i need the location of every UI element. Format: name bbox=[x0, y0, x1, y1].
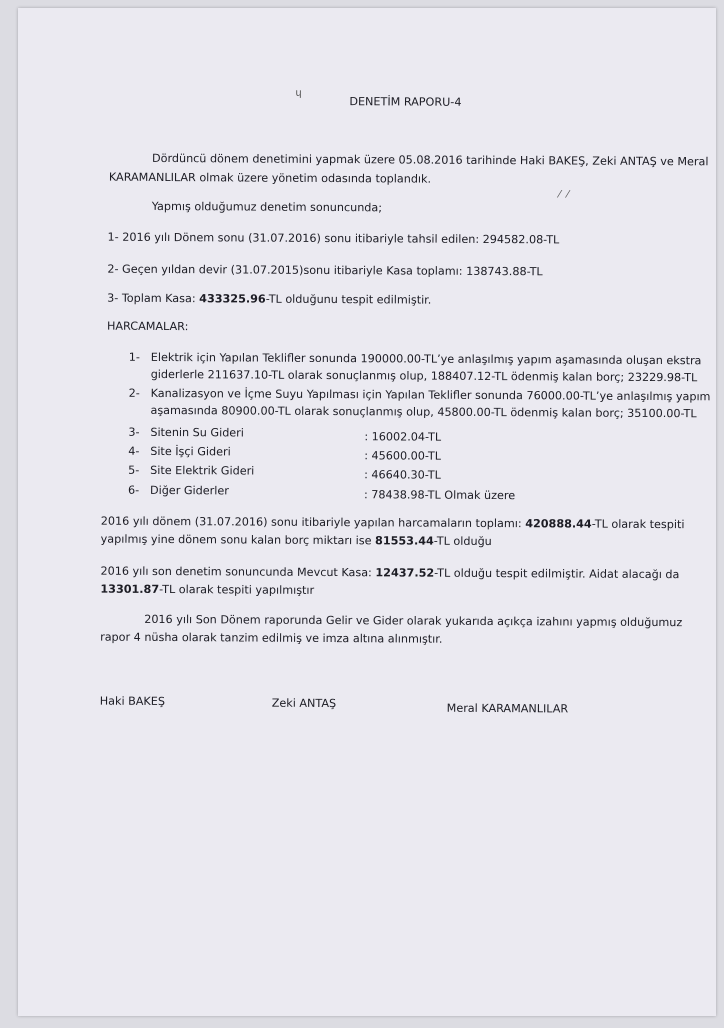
expense-row-number: 3- bbox=[128, 425, 140, 439]
expense-row-number: 4- bbox=[128, 444, 140, 458]
current-cash-amount: 12437.52 bbox=[375, 566, 435, 580]
finding-3-suffix: -TL olduğunu tespit edilmiştir. bbox=[265, 292, 432, 307]
expense-row-value: : 16002.04-TL bbox=[364, 430, 442, 444]
expense-row-value: : 45600.00-TL bbox=[364, 449, 442, 463]
expense-item-line: Kanalizasyon ve İçme Suyu Yapılması için Yapılan Teklifler sonunda 76000.00-TL’ye anlaşılmış yapım bbox=[150, 386, 711, 404]
expense-row-number: 6- bbox=[127, 483, 140, 497]
summary-line bbox=[101, 514, 685, 534]
finding-3-prefix: 3- Toplam Kasa: bbox=[107, 291, 200, 306]
expense-row-label: Diğer Giderler bbox=[149, 483, 229, 498]
summary-text: -TL olduğu tespit edilmiştir. Aidat alacağı da bbox=[434, 566, 680, 582]
finding-2: 2- Geçen yıldan devir (31.07.2015)sonu itibariyle Kasa toplamı: 138743.88-TL bbox=[107, 262, 543, 279]
remaining-debt-amount: 81553.44 bbox=[375, 534, 434, 548]
expense-item-line: Elektrik için Yapılan Teklifler sonunda 190000.00-TL’ye anlaşılmış yapım aşamasında oluşan ekstra bbox=[150, 350, 702, 368]
report-title: DENETİM RAPORU-4 bbox=[349, 95, 462, 109]
summary-text: -TL olarak tespiti bbox=[591, 517, 685, 532]
pen-mark: ⁄ ⁄ bbox=[558, 189, 569, 201]
finding-1: 1- 2016 yılı Dönem sonu (31.07.2016) sonu itibariyle tahsil edilen: 294582.08-TL bbox=[107, 230, 560, 247]
closing-line-1: 2016 yılı Son Dönem raporunda Gelir ve Gider olarak yukarıda açıkça izahını yapmış olduğumuz bbox=[144, 612, 683, 630]
summary-line bbox=[100, 582, 314, 599]
summary-text: 2016 yılı son denetim sonuncunda Mevcut Kasa: bbox=[100, 564, 376, 580]
pen-mark: ɥ bbox=[295, 87, 302, 99]
dues-receivable-amount: 13301.87 bbox=[100, 582, 160, 596]
summary-text: 2016 yılı dönem (31.07.2016) sonu itibariyle yapılan harcamaların toplamı: bbox=[100, 514, 526, 531]
closing-line-2: rapor 4 nüsha olarak tanzim edilmiş ve imza altına alınmıştır. bbox=[100, 630, 443, 646]
summary-line bbox=[101, 532, 492, 550]
expense-row-label: Sitenin Su Gideri bbox=[150, 425, 244, 440]
expense-row-label: Site İşçi Gideri bbox=[150, 444, 231, 459]
expenses-heading: HARCAMALAR: bbox=[106, 319, 189, 334]
summary-text: -TL olarak tespiti yapılmıştır bbox=[159, 582, 315, 597]
intro-line-1: Dördüncü dönem denetimini yapmak üzere 05.08.2016 tarihinde Haki BAKEŞ, Zeki ANTAŞ ve Meral bbox=[151, 151, 709, 169]
summary-line bbox=[100, 564, 679, 584]
expense-item-number: 1- bbox=[128, 350, 141, 364]
expense-item-line: giderlerle 211637.10-TL olarak sonuçlanmış olup, 188407.12-TL ödenmiş kalan borç; 23229.98-TL bbox=[150, 367, 698, 385]
expense-row-value: : 46640.30-TL bbox=[364, 468, 441, 482]
expense-row-number: 5- bbox=[128, 463, 140, 477]
intro-line-2: KARAMANLILAR olmak üzere yönetim odasında toplandık. bbox=[108, 170, 432, 186]
expense-row-label: Site Elektrik Gideri bbox=[150, 463, 255, 478]
summary-text: yapılmış yine dönem sonu kalan borç miktarı ise bbox=[100, 532, 376, 548]
total-expenses-amount: 420888.44 bbox=[525, 517, 592, 531]
signatory-zeki: Zeki ANTAŞ bbox=[271, 696, 337, 711]
audit-result-label: Yapmış olduğumuz denetim sonuncunda; bbox=[151, 199, 383, 215]
signatory-haki: Haki BAKEŞ bbox=[99, 694, 166, 709]
finding-3 bbox=[107, 291, 431, 309]
expense-item-number: 2- bbox=[128, 386, 140, 400]
signatory-meral: Meral KARAMANLILAR bbox=[446, 701, 569, 716]
total-cash-amount: 433325.96 bbox=[199, 292, 266, 306]
expense-row-value: : 78438.98-TL Olmak üzere bbox=[363, 488, 516, 503]
expense-item-line: aşamasında 80900.00-TL olarak sonuçlanmış olup, 45800.00-TL ödenmiş kalan borç; 35100.00-TL bbox=[150, 403, 697, 421]
summary-text: -TL olduğu bbox=[433, 534, 492, 549]
